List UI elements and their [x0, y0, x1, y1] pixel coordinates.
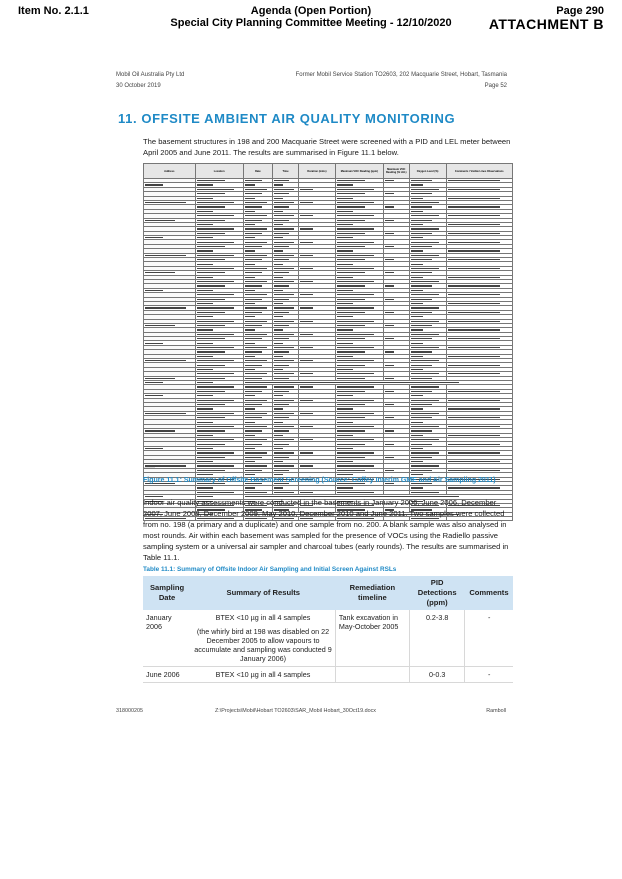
summary-header: Summary of Results [191, 576, 335, 610]
page-number: Page 290 [556, 5, 604, 17]
intro-paragraph: The basement structures in 198 and 200 Macquarie Street were screened with a PID and LEL meter between April 2005 and June 2011. The results are summarised in Figure 11.1 below. [143, 137, 511, 157]
table-abbreviations [143, 457, 161, 469]
file-path: Z:\Projects\Mobil\Hobart TO2603\SAR_Mobil Hobart_30Oct19.docx [215, 708, 376, 714]
section-title: 11. OFFSITE AMBIENT AIR QUALITY MONITORING [118, 111, 456, 126]
screening-table [143, 163, 513, 521]
abbr-line: ——— [143, 457, 152, 461]
screening-header: Location [195, 164, 243, 179]
body-paragraph: Indoor air quality assessments were conducted in the basements in January 2006, June 2006, December 2007, June 2008, December 2009, May 2010, December 2010 and June 2011. Two samples were collected from no. 198 (a primary and a duplicate) and one sample from no. 200. A blank sample was also analysed in most rounds. Air within each basement was sampled for the presence of VOCs using the Radiello passive sampling system or a universal air sampler and charcoal tubes (early rounds). The results are summarised in Table 11.1. [143, 498, 509, 562]
figure-caption: Figure 11.1: Summary of Offsite Basement Screening (Source: Coffey Interim GME and Air Sampling 2011) [143, 477, 496, 484]
screening-header: Maximum VOC Reading (% LEL) [383, 164, 409, 179]
sampling-date: January 2006 [143, 610, 191, 667]
comments: - [465, 667, 513, 683]
company-name: Mobil Oil Australia Pty Ltd [116, 72, 185, 78]
summary-header: PID Detections (ppm) [409, 576, 465, 610]
remediation-timeline [335, 667, 409, 683]
doc-page: Page 52 [484, 83, 507, 89]
attachment-label: ATTACHMENT B [488, 16, 604, 32]
pid-detections: 0.2-3.8 [409, 610, 465, 667]
summary-header: Remediation timeline [335, 576, 409, 610]
screening-header: Date [243, 164, 273, 179]
results-note: (the whirly bird at 198 was disabled on 22 December 2005 to allow vapours to accumulate and sampling was conducted 9 January 2006) [194, 627, 332, 663]
footer-company: Ramboll [486, 708, 506, 714]
doc-meta-left [116, 70, 184, 92]
screening-header: Maximum VOC Reading (ppm) [335, 164, 383, 179]
page-header-right [489, 5, 604, 31]
abbr-line: ———— [143, 465, 155, 469]
table-row [143, 667, 513, 683]
agenda-header [150, 5, 472, 29]
item-number: Item No. 2.1.1 [18, 5, 89, 17]
comments: - [465, 610, 513, 667]
screening-header: Duration (mins) [298, 164, 335, 179]
table-row [143, 610, 513, 667]
results-text: BTEX <10 µg in all 4 samples [215, 613, 311, 622]
sampling-date: June 2006 [143, 667, 191, 683]
abbr-line: —————— [143, 461, 161, 465]
results-summary [191, 667, 335, 683]
screening-table-figure [143, 163, 513, 455]
pid-detections: 0-0.3 [409, 667, 465, 683]
doc-date: 30 October 2019 [116, 83, 161, 89]
results-summary [191, 610, 335, 667]
meeting-title: Special City Planning Committee Meeting - 12/10/2020 [170, 17, 452, 29]
project-number: 318000205 [116, 708, 143, 714]
results-text: BTEX <10 µg in all 4 samples [215, 670, 311, 679]
screening-header: Time [273, 164, 299, 179]
summary-header: Sampling Date [143, 576, 191, 610]
screening-header: Address [144, 164, 196, 179]
agenda-title: Agenda (Open Portion) [250, 5, 372, 17]
site-name: Former Mobil Service Station TO2603, 202 Macquarie Street, Hobart, Tasmania [295, 72, 507, 78]
table-caption: Table 11.1: Summary of Offsite Indoor Air Sampling and Initial Screen Against RSLs [143, 566, 397, 573]
summary-header: Comments [465, 576, 513, 610]
doc-meta-right [283, 70, 507, 92]
screening-header: Oxygen Level (%) [409, 164, 446, 179]
remediation-timeline: Tank excavation in May-October 2005 [335, 610, 409, 667]
summary-table [143, 576, 513, 683]
screening-header: Comments / Visible Lines Observations [446, 164, 512, 179]
